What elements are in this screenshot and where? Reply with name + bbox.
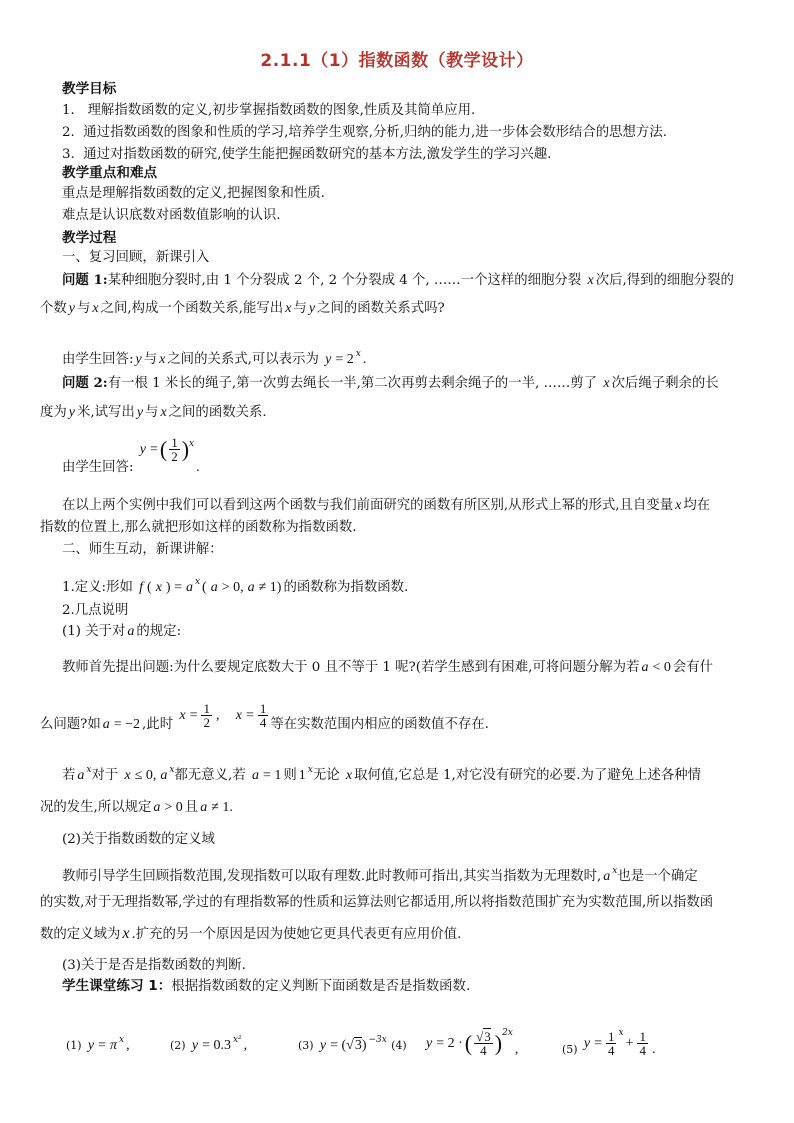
domain-line-1: 教师引导学生回顾指数范围,发现指数可以取有理数.此时教师可指出,其实当指数为无理数时, a $^x$也是一个确定: [62, 866, 698, 884]
answer-2: 由学生回答: y =( $\frac{1}{2}$ )$^x$.: [62, 435, 200, 475]
goal-item-2: 2. 通过指数函数的图象和性质的学习,培养学生观察,分析,归纳的能力,进一步体会数形结合的思想方法.: [62, 125, 667, 140]
answer-1: 由学生回答: y 与 x 之间的关系式,可以表示为 y = 2 $^x$ .: [62, 349, 367, 367]
exercise-item-2: (2) y = 0.3 $^{x^2}$ ,: [170, 1035, 248, 1053]
focus-key: 重点是理解指数函数的定义,把握图象和性质.: [62, 186, 325, 201]
question-2-line-1: 问题 2:有一根 1 米长的绳子,第一次剪去绳长一半,第二次再剪去剩余绳子的一半, ……剪了 x 次后绳子剩余的长: [62, 375, 719, 391]
note-1: (1) 关于对 a 的规定:: [62, 624, 182, 639]
section-1-heading: 一、复习回顾，新课引入: [62, 250, 210, 265]
question-1-label: 问题 1:: [62, 272, 108, 288]
exercise-item-5: $_{(5)}$ y = $\frac{1}{4}$ $^x$+ $\frac{1}{4}$ .: [562, 1028, 656, 1058]
notes-heading: 2.几点说明: [62, 603, 129, 618]
exercise-label: 学生课堂练习 1：: [62, 978, 172, 994]
summary-line-2: 指数的位置上,那么就把形如这样的函数称为指数函数.: [40, 520, 357, 535]
goal-item-1: 1. 理解指数函数的定义,初步掌握指数函数的图象,性质及其简单应用.: [62, 103, 476, 118]
page-title: 2.1.1（1）指数函数（教学设计）: [260, 51, 534, 71]
exercise-item-4: y = 2 ·( $\frac{√3}{4}$ )$^{2x}$,: [426, 1028, 519, 1058]
question-2-line-2: 度为 y 米,试写出 y 与 x 之间的函数关系.: [40, 405, 267, 420]
exercise-item-1: (1) y = π $^x$ ,: [66, 1035, 130, 1053]
goal-item-3: 3. 通过对指数函数的研究,使学生能把握函数研究的基本方法,激发学生的学习兴趣.: [62, 147, 552, 162]
section-2-heading: 二、师生互动，新课讲解：: [62, 542, 223, 557]
exercise-heading: 学生课堂练习 1：根据指数函数的定义判断下面函数是否是指数函数.: [62, 978, 471, 994]
question-1-line-2: 个数 y 与 x 之间,构成一个函数关系,能写出 x 与 y 之间的函数关系式吗?: [40, 301, 445, 316]
question-1-line-1: 问题 1:某种细胞分裂时,由 1 个分裂成 2 个, 2 个分裂成 4 个, ……一个这样的细胞分裂 x 次后,得到的细胞分裂的: [62, 272, 734, 288]
teacher-explain-line-2: 况的发生,所以规定 a > 0 且 a ≠ 1.: [40, 800, 233, 815]
domain-line-2: 的实数,对于无理指数幂,学过的有理指数幂的性质和运算法则它都适用,所以将指数范围扩充为实数范围,所以指数函: [40, 895, 714, 910]
exercise-item-3: (3) y = (√3) $^{-3x}$ (4): [298, 1035, 407, 1053]
domain-line-3: 数的定义域为 x .扩充的另一个原因是因为使她它更具代表更有应用价值.: [40, 925, 462, 942]
focus-heading: 教学重点和难点: [62, 165, 158, 181]
goals-heading: 教学目标: [62, 81, 117, 97]
note-3: (3)关于是否是指数函数的判断.: [62, 958, 246, 973]
process-heading: 教学过程: [62, 230, 117, 246]
note-2: (2)关于指数函数的定义域: [62, 832, 215, 847]
teacher-explain-line-1: 若 a $^x$对于 x ≤ 0, a $^x$都无意义,若 a = 1 则 1 $^x$无论 x 取何值,它总是 1,对它没有研究的必要.为了避免上述各种情: [62, 765, 702, 783]
teacher-question-line-1: 教师首先提出问题:为什么要规定底数大于 0 且不等于 1 呢?(若学生感到有困难,可将问题分解为若 a < 0 会有什: [62, 660, 714, 675]
focus-difficulty: 难点是认识底数对函数值影响的认识.: [62, 208, 281, 223]
question-2-label: 问题 2:: [62, 375, 108, 391]
summary-line-1: 在以上两个实例中我们可以看到这两个函数与我们前面研究的函数有所区别,从形式上幂的形式,且自变量 x 均在: [62, 498, 711, 513]
definition: 1.定义:形如 f ( x ) = a $^x$ ( a > 0, a ≠ 1) 的函数称为指数函数.: [62, 577, 409, 595]
teacher-question-line-2: 么问题?如 a = −2 ,此时 x = $\frac{1}{2}$ , x = $\frac{1}{4}$ 等在实数范围内相应的函数值不存在.: [40, 701, 489, 732]
